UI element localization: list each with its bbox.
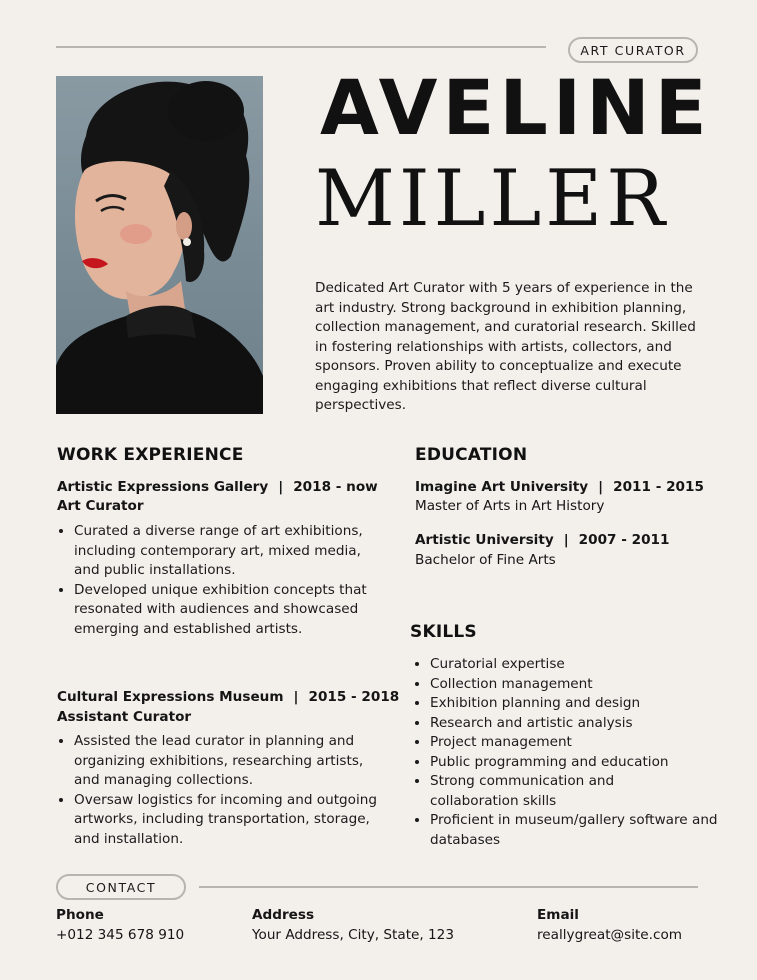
skill-item: • Curatorial expertise [430, 655, 720, 675]
job-1-company: Artistic Expressions Gallery [57, 479, 269, 495]
education-2-header [415, 531, 669, 551]
skill-item: • Strong communication and collaboration skills [430, 772, 645, 811]
header-rule [56, 46, 546, 48]
portrait-illustration [56, 76, 263, 414]
education-1-school: Imagine Art University [415, 479, 589, 495]
job-2-separator: | [293, 689, 299, 705]
skill-item: • Exhibition planning and design [430, 694, 720, 714]
skill-item: • Proficient in museum/gallery software and databases [430, 811, 720, 850]
job-1-dates: 2018 - now [293, 479, 378, 495]
skill-item: • Collection management [430, 675, 720, 695]
job-2-company: Cultural Expressions Museum [57, 689, 284, 705]
job-1-bullet-2: • Developed unique exhibition concepts that resonated with audiences and showcased emerging and established artists. [74, 581, 374, 640]
phone-label: Phone [56, 907, 104, 923]
email-value: reallygreat@site.com [537, 927, 683, 943]
job-2-title: Assistant Curator [57, 709, 192, 725]
portrait-photo [56, 76, 263, 414]
education-2-school: Artistic University [415, 532, 554, 548]
job-2-bullet-1: • Assisted the lead curator in planning and organizing exhibitions, researching artists, and managing collections. [74, 732, 392, 791]
education-1-header [415, 478, 704, 498]
phone-value: +012 345 678 910 [56, 927, 185, 943]
education-1-dates: 2011 - 2015 [613, 479, 704, 495]
last-name: MILLER [315, 154, 669, 244]
role-badge: ART CURATOR [568, 37, 698, 63]
job-2-bullet-2: • Oversaw logistics for incoming and outgoing artworks, including transportation, storage, and installation. [74, 791, 392, 850]
first-name: AVELINE [320, 63, 712, 152]
skills-heading: SKILLS [410, 622, 477, 642]
contact-badge: CONTACT [56, 874, 186, 900]
work-experience-heading: WORK EXPERIENCE [57, 445, 244, 465]
job-1-bullets [56, 522, 374, 639]
education-2-degree: Bachelor of Fine Arts [415, 552, 556, 568]
education-2-dates: 2007 - 2011 [578, 532, 670, 548]
education-heading: EDUCATION [415, 445, 528, 465]
job-1-header [57, 478, 378, 498]
skills-list [412, 655, 720, 850]
education-2-separator: | [563, 532, 569, 548]
job-1-title: Art Curator [57, 498, 144, 514]
skill-item: • Project management [430, 733, 720, 753]
job-2-header [57, 688, 399, 708]
address-value: Your Address, City, State, 123 [252, 927, 454, 943]
education-1-separator: | [598, 479, 604, 495]
contact-rule [199, 886, 698, 888]
address-label: Address [252, 907, 315, 923]
skill-item: • Research and artistic analysis [430, 714, 720, 734]
job-2-dates: 2015 - 2018 [308, 689, 400, 705]
education-1-degree: Master of Arts in Art History [415, 498, 605, 514]
profile-summary: Dedicated Art Curator with 5 years of experience in the art industry. Strong background in exhibition planning, collection management, and curatorial research. Skilled in fostering relationships with artists, collectors, and sponsors. Proven ability to conceptualize and execute engaging exhibitions that reflect diverse cultural perspectives. [315, 280, 696, 413]
job-1-bullet-1: • Curated a diverse range of art exhibitions, including contemporary art, mixed media, and public installations. [74, 522, 374, 581]
email-label: Email [537, 907, 579, 923]
job-1-separator: | [278, 479, 284, 495]
job-2-bullets [56, 732, 392, 849]
skill-item: • Public programming and education [430, 753, 720, 773]
